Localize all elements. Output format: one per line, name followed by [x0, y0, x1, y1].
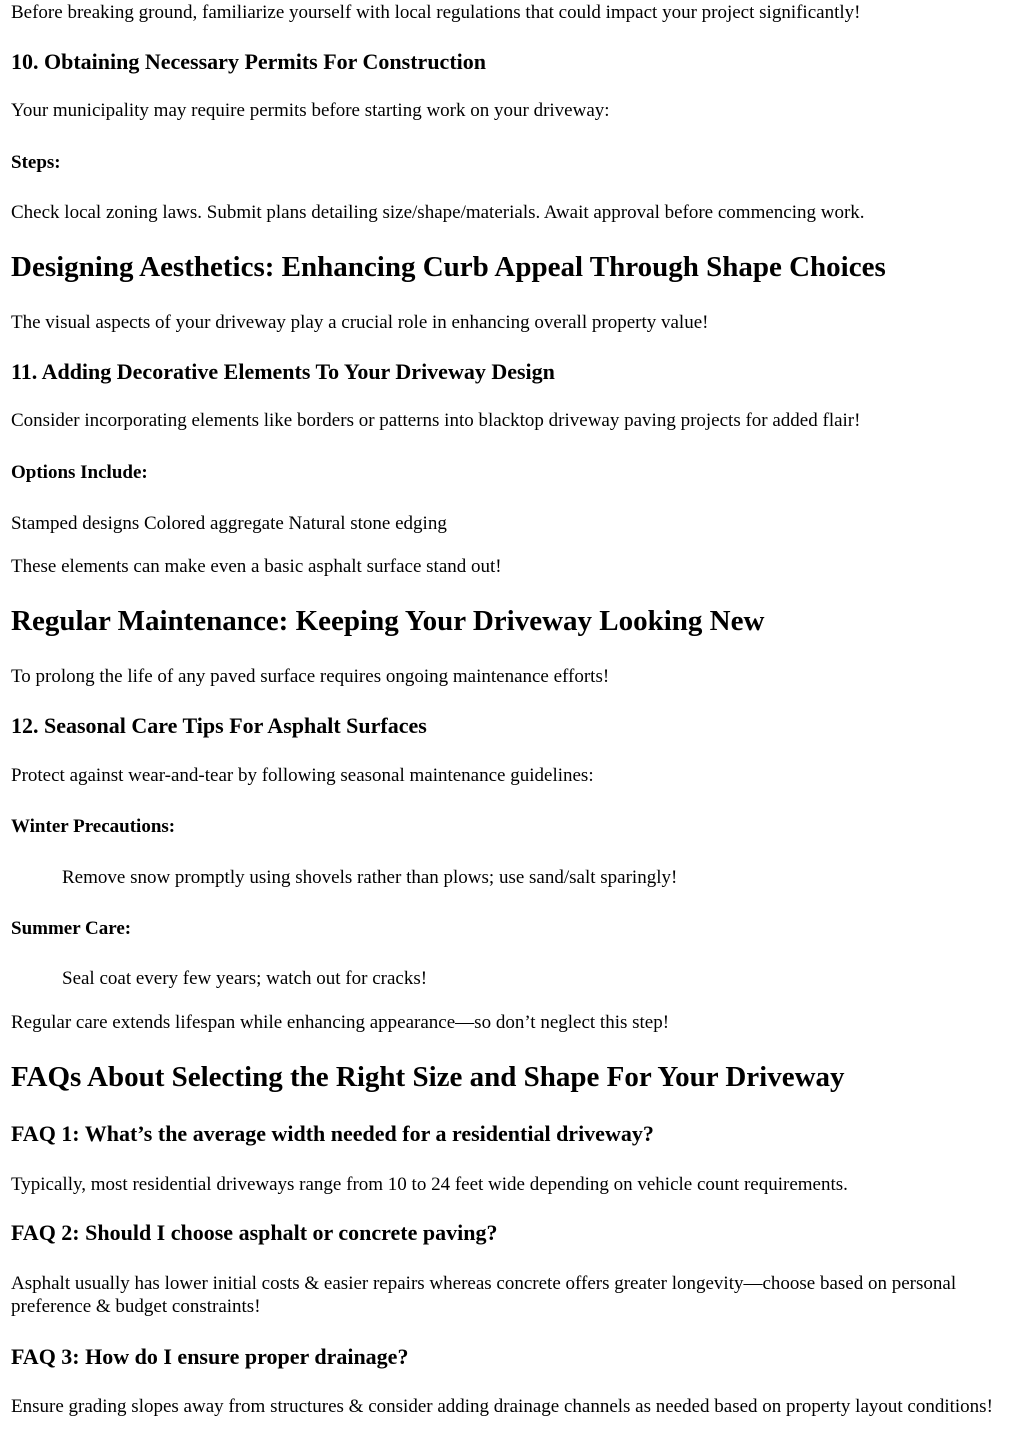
section-11-closing: These elements can make even a basic asphalt surface stand out! — [11, 556, 502, 577]
faq-1-answer: Typically, most residential driveways range from 10 to 24 feet wide depending on vehicle count requirements. — [11, 1174, 848, 1195]
faqs-heading: FAQs About Selecting the Right Size and Shape For Your Driveway — [11, 1061, 845, 1093]
options-label: Options Include: — [11, 462, 148, 483]
section-10-heading: 10. Obtaining Necessary Permits For Construction — [11, 49, 486, 74]
aesthetics-heading: Designing Aesthetics: Enhancing Curb Appeal Through Shape Choices — [11, 251, 886, 283]
summer-text: Seal coat every few years; watch out for cracks! — [62, 968, 428, 989]
steps-label: Steps: — [11, 152, 61, 173]
summer-label: Summer Care: — [11, 918, 132, 939]
steps-text: Check local zoning laws. Submit plans detailing size/shape/materials. Await approval before commencing work. — [11, 202, 865, 223]
section-12-paragraph: Protect against wear-and-tear by following seasonal maintenance guidelines: — [11, 765, 594, 786]
winter-label: Winter Precautions: — [11, 816, 176, 837]
section-11-paragraph: Consider incorporating elements like borders or patterns into blacktop driveway paving projects for added flair! — [11, 410, 861, 431]
section-11-heading: 11. Adding Decorative Elements To Your Driveway Design — [11, 359, 555, 384]
options-text: Stamped designs Colored aggregate Natural stone edging — [11, 513, 447, 534]
intro-paragraph: Before breaking ground, familiarize yourself with local regulations that could impact your project significantly! — [11, 2, 861, 23]
section-12-heading: 12. Seasonal Care Tips For Asphalt Surfaces — [11, 713, 427, 738]
faq-3-answer: Ensure grading slopes away from structures & consider adding drainage channels as needed based on property layout conditions! — [11, 1396, 993, 1417]
faq-1-question: FAQ 1: What’s the average width needed for a residential driveway? — [11, 1121, 654, 1146]
faq-2-question: FAQ 2: Should I choose asphalt or concrete paving? — [11, 1220, 498, 1245]
aesthetics-paragraph: The visual aspects of your driveway play a crucial role in enhancing overall property value! — [11, 312, 709, 333]
maintenance-heading: Regular Maintenance: Keeping Your Driveway Looking New — [11, 605, 765, 637]
section-10-paragraph: Your municipality may require permits before starting work on your driveway: — [11, 100, 610, 121]
maintenance-paragraph: To prolong the life of any paved surface requires ongoing maintenance efforts! — [11, 666, 610, 687]
faq-3-question: FAQ 3: How do I ensure proper drainage? — [11, 1344, 409, 1369]
winter-text: Remove snow promptly using shovels rather than plows; use sand/salt sparingly! — [62, 867, 678, 888]
faq-2-answer: Asphalt usually has lower initial costs & easier repairs whereas concrete offers greater longevity—choose based on personal preference & budget constraints! — [11, 1273, 957, 1317]
section-12-closing: Regular care extends lifespan while enhancing appearance—so don’t neglect this step! — [11, 1012, 670, 1033]
